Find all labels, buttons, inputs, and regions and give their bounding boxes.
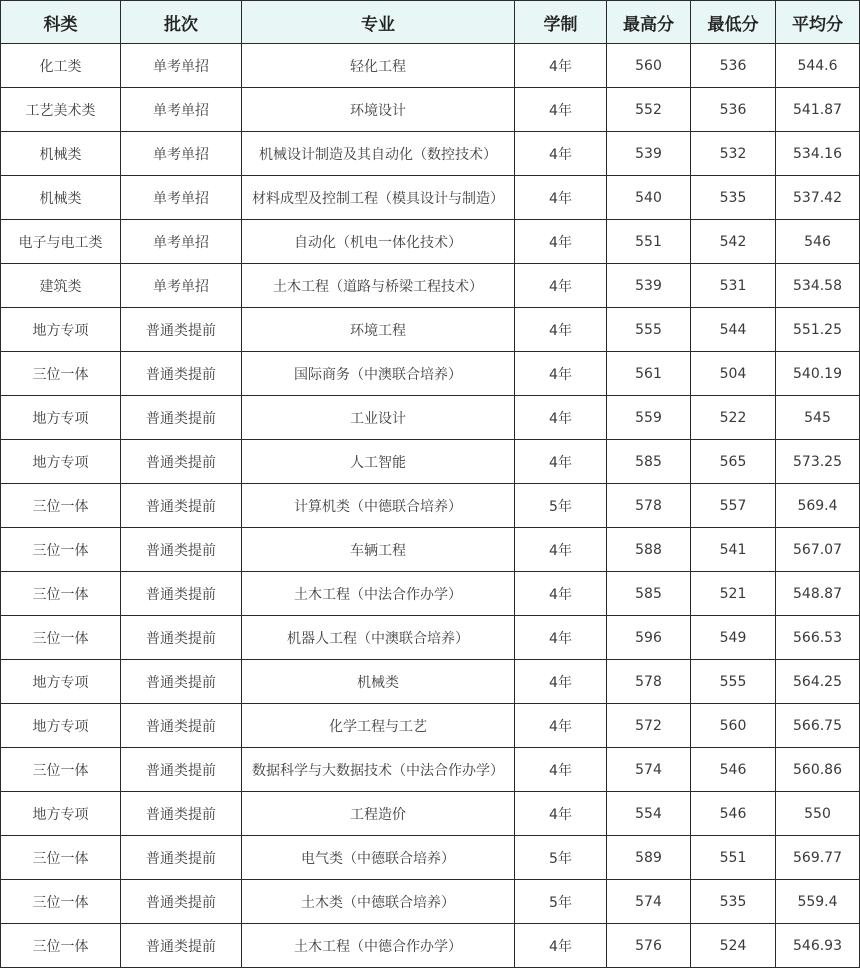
cell-avg-score: 559.4 xyxy=(776,880,860,924)
cell-max-score: 578 xyxy=(607,484,691,528)
cell-avg-score: 564.25 xyxy=(776,660,860,704)
cell-avg-score: 569.77 xyxy=(776,836,860,880)
cell-major: 机器人工程（中澳联合培养） xyxy=(242,616,515,660)
table-row xyxy=(1,660,860,704)
table-row xyxy=(1,880,860,924)
header-duration: 学制 xyxy=(515,1,607,44)
cell-min-score: 532 xyxy=(691,132,776,176)
cell-category: 三位一体 xyxy=(1,352,121,396)
cell-min-score: 546 xyxy=(691,792,776,836)
cell-avg-score: 546 xyxy=(776,220,860,264)
cell-duration: 4年 xyxy=(515,132,607,176)
cell-avg-score: 540.19 xyxy=(776,352,860,396)
cell-batch: 普通类提前 xyxy=(121,528,242,572)
cell-major: 机械设计制造及其自动化（数控技术） xyxy=(242,132,515,176)
cell-min-score: 536 xyxy=(691,88,776,132)
cell-major: 机械类 xyxy=(242,660,515,704)
cell-category: 地方专项 xyxy=(1,704,121,748)
cell-batch: 单考单招 xyxy=(121,220,242,264)
cell-category: 地方专项 xyxy=(1,308,121,352)
cell-avg-score: 534.58 xyxy=(776,264,860,308)
cell-min-score: 522 xyxy=(691,396,776,440)
header-category: 科类 xyxy=(1,1,121,44)
cell-major: 土木工程（道路与桥梁工程技术） xyxy=(242,264,515,308)
cell-max-score: 554 xyxy=(607,792,691,836)
cell-category: 三位一体 xyxy=(1,924,121,968)
table-row xyxy=(1,440,860,484)
cell-max-score: 559 xyxy=(607,396,691,440)
cell-major: 土木工程（中德合作办学） xyxy=(242,924,515,968)
cell-max-score: 561 xyxy=(607,352,691,396)
cell-major: 材料成型及控制工程（模具设计与制造） xyxy=(242,176,515,220)
cell-category: 地方专项 xyxy=(1,660,121,704)
cell-max-score: 574 xyxy=(607,880,691,924)
header-avg-score: 平均分 xyxy=(776,1,860,44)
cell-duration: 4年 xyxy=(515,396,607,440)
cell-batch: 普通类提前 xyxy=(121,924,242,968)
cell-min-score: 549 xyxy=(691,616,776,660)
cell-category: 三位一体 xyxy=(1,748,121,792)
cell-duration: 4年 xyxy=(515,704,607,748)
table-row xyxy=(1,88,860,132)
cell-duration: 4年 xyxy=(515,528,607,572)
cell-max-score: 539 xyxy=(607,132,691,176)
cell-major: 环境设计 xyxy=(242,88,515,132)
cell-category: 化工类 xyxy=(1,44,121,88)
cell-category: 三位一体 xyxy=(1,528,121,572)
cell-major: 轻化工程 xyxy=(242,44,515,88)
table-row xyxy=(1,616,860,660)
cell-major: 电气类（中德联合培养） xyxy=(242,836,515,880)
cell-avg-score: 566.75 xyxy=(776,704,860,748)
cell-major: 国际商务（中澳联合培养） xyxy=(242,352,515,396)
cell-duration: 4年 xyxy=(515,616,607,660)
cell-max-score: 589 xyxy=(607,836,691,880)
cell-min-score: 535 xyxy=(691,176,776,220)
cell-category: 电子与电工类 xyxy=(1,220,121,264)
cell-duration: 4年 xyxy=(515,572,607,616)
cell-category: 建筑类 xyxy=(1,264,121,308)
cell-min-score: 536 xyxy=(691,44,776,88)
cell-max-score: 560 xyxy=(607,44,691,88)
header-major: 专业 xyxy=(242,1,515,44)
cell-duration: 4年 xyxy=(515,176,607,220)
cell-major: 土木工程（中法合作办学） xyxy=(242,572,515,616)
cell-avg-score: 541.87 xyxy=(776,88,860,132)
cell-min-score: 541 xyxy=(691,528,776,572)
cell-batch: 单考单招 xyxy=(121,176,242,220)
header-max-score: 最高分 xyxy=(607,1,691,44)
cell-duration: 4年 xyxy=(515,924,607,968)
cell-min-score: 565 xyxy=(691,440,776,484)
cell-batch: 单考单招 xyxy=(121,88,242,132)
table-row xyxy=(1,176,860,220)
cell-batch: 普通类提前 xyxy=(121,352,242,396)
cell-min-score: 555 xyxy=(691,660,776,704)
cell-duration: 4年 xyxy=(515,264,607,308)
cell-min-score: 535 xyxy=(691,880,776,924)
cell-min-score: 557 xyxy=(691,484,776,528)
table-header xyxy=(1,1,860,44)
cell-max-score: 585 xyxy=(607,572,691,616)
cell-avg-score: 550 xyxy=(776,792,860,836)
cell-category: 三位一体 xyxy=(1,484,121,528)
table-row xyxy=(1,132,860,176)
header-row xyxy=(1,1,860,44)
cell-major: 环境工程 xyxy=(242,308,515,352)
cell-min-score: 544 xyxy=(691,308,776,352)
cell-category: 工艺美术类 xyxy=(1,88,121,132)
cell-max-score: 539 xyxy=(607,264,691,308)
cell-avg-score: 573.25 xyxy=(776,440,860,484)
cell-min-score: 521 xyxy=(691,572,776,616)
cell-category: 三位一体 xyxy=(1,836,121,880)
cell-batch: 普通类提前 xyxy=(121,484,242,528)
cell-min-score: 504 xyxy=(691,352,776,396)
table-row xyxy=(1,572,860,616)
cell-batch: 普通类提前 xyxy=(121,616,242,660)
cell-max-score: 588 xyxy=(607,528,691,572)
cell-major: 计算机类（中德联合培养） xyxy=(242,484,515,528)
table-body xyxy=(1,44,860,968)
cell-duration: 4年 xyxy=(515,748,607,792)
cell-max-score: 596 xyxy=(607,616,691,660)
cell-duration: 4年 xyxy=(515,220,607,264)
table-row xyxy=(1,924,860,968)
cell-avg-score: 546.93 xyxy=(776,924,860,968)
cell-major: 人工智能 xyxy=(242,440,515,484)
cell-category: 地方专项 xyxy=(1,792,121,836)
cell-min-score: 531 xyxy=(691,264,776,308)
header-min-score: 最低分 xyxy=(691,1,776,44)
cell-batch: 单考单招 xyxy=(121,132,242,176)
cell-max-score: 578 xyxy=(607,660,691,704)
cell-duration: 4年 xyxy=(515,660,607,704)
cell-avg-score: 566.53 xyxy=(776,616,860,660)
cell-duration: 4年 xyxy=(515,308,607,352)
cell-min-score: 524 xyxy=(691,924,776,968)
cell-max-score: 576 xyxy=(607,924,691,968)
table-row xyxy=(1,264,860,308)
cell-batch: 单考单招 xyxy=(121,44,242,88)
cell-major: 工业设计 xyxy=(242,396,515,440)
cell-duration: 4年 xyxy=(515,352,607,396)
cell-avg-score: 544.6 xyxy=(776,44,860,88)
cell-avg-score: 567.07 xyxy=(776,528,860,572)
cell-batch: 普通类提前 xyxy=(121,572,242,616)
cell-batch: 普通类提前 xyxy=(121,396,242,440)
table-row xyxy=(1,748,860,792)
cell-avg-score: 569.4 xyxy=(776,484,860,528)
table-row xyxy=(1,484,860,528)
cell-batch: 普通类提前 xyxy=(121,440,242,484)
cell-duration: 5年 xyxy=(515,484,607,528)
cell-max-score: 540 xyxy=(607,176,691,220)
cell-batch: 普通类提前 xyxy=(121,836,242,880)
table-row xyxy=(1,528,860,572)
table-row xyxy=(1,44,860,88)
cell-category: 地方专项 xyxy=(1,440,121,484)
cell-major: 车辆工程 xyxy=(242,528,515,572)
cell-max-score: 585 xyxy=(607,440,691,484)
cell-batch: 普通类提前 xyxy=(121,880,242,924)
cell-max-score: 574 xyxy=(607,748,691,792)
cell-major: 工程造价 xyxy=(242,792,515,836)
table-row xyxy=(1,792,860,836)
cell-duration: 4年 xyxy=(515,44,607,88)
table-row xyxy=(1,836,860,880)
cell-major: 土木类（中德联合培养） xyxy=(242,880,515,924)
table-row xyxy=(1,220,860,264)
table-row xyxy=(1,308,860,352)
cell-max-score: 572 xyxy=(607,704,691,748)
cell-category: 地方专项 xyxy=(1,396,121,440)
table-row xyxy=(1,704,860,748)
cell-avg-score: 537.42 xyxy=(776,176,860,220)
cell-batch: 普通类提前 xyxy=(121,660,242,704)
cell-max-score: 551 xyxy=(607,220,691,264)
cell-major: 化学工程与工艺 xyxy=(242,704,515,748)
cell-avg-score: 534.16 xyxy=(776,132,860,176)
cell-major: 数据科学与大数据技术（中法合作办学） xyxy=(242,748,515,792)
cell-category: 机械类 xyxy=(1,176,121,220)
cell-min-score: 542 xyxy=(691,220,776,264)
cell-category: 三位一体 xyxy=(1,616,121,660)
cell-duration: 4年 xyxy=(515,440,607,484)
cell-category: 三位一体 xyxy=(1,880,121,924)
cell-min-score: 560 xyxy=(691,704,776,748)
cell-category: 机械类 xyxy=(1,132,121,176)
cell-duration: 4年 xyxy=(515,88,607,132)
cell-avg-score: 560.86 xyxy=(776,748,860,792)
cell-max-score: 552 xyxy=(607,88,691,132)
cell-duration: 5年 xyxy=(515,836,607,880)
cell-max-score: 555 xyxy=(607,308,691,352)
cell-min-score: 546 xyxy=(691,748,776,792)
cell-batch: 普通类提前 xyxy=(121,704,242,748)
cell-batch: 普通类提前 xyxy=(121,748,242,792)
header-batch: 批次 xyxy=(121,1,242,44)
cell-duration: 5年 xyxy=(515,880,607,924)
cell-major: 自动化（机电一体化技术） xyxy=(242,220,515,264)
cell-avg-score: 548.87 xyxy=(776,572,860,616)
cell-batch: 普通类提前 xyxy=(121,308,242,352)
cell-avg-score: 545 xyxy=(776,396,860,440)
table-row xyxy=(1,396,860,440)
cell-avg-score: 551.25 xyxy=(776,308,860,352)
cell-batch: 普通类提前 xyxy=(121,792,242,836)
table-row xyxy=(1,352,860,396)
cell-duration: 4年 xyxy=(515,792,607,836)
cell-category: 三位一体 xyxy=(1,572,121,616)
cell-batch: 单考单招 xyxy=(121,264,242,308)
cell-min-score: 551 xyxy=(691,836,776,880)
